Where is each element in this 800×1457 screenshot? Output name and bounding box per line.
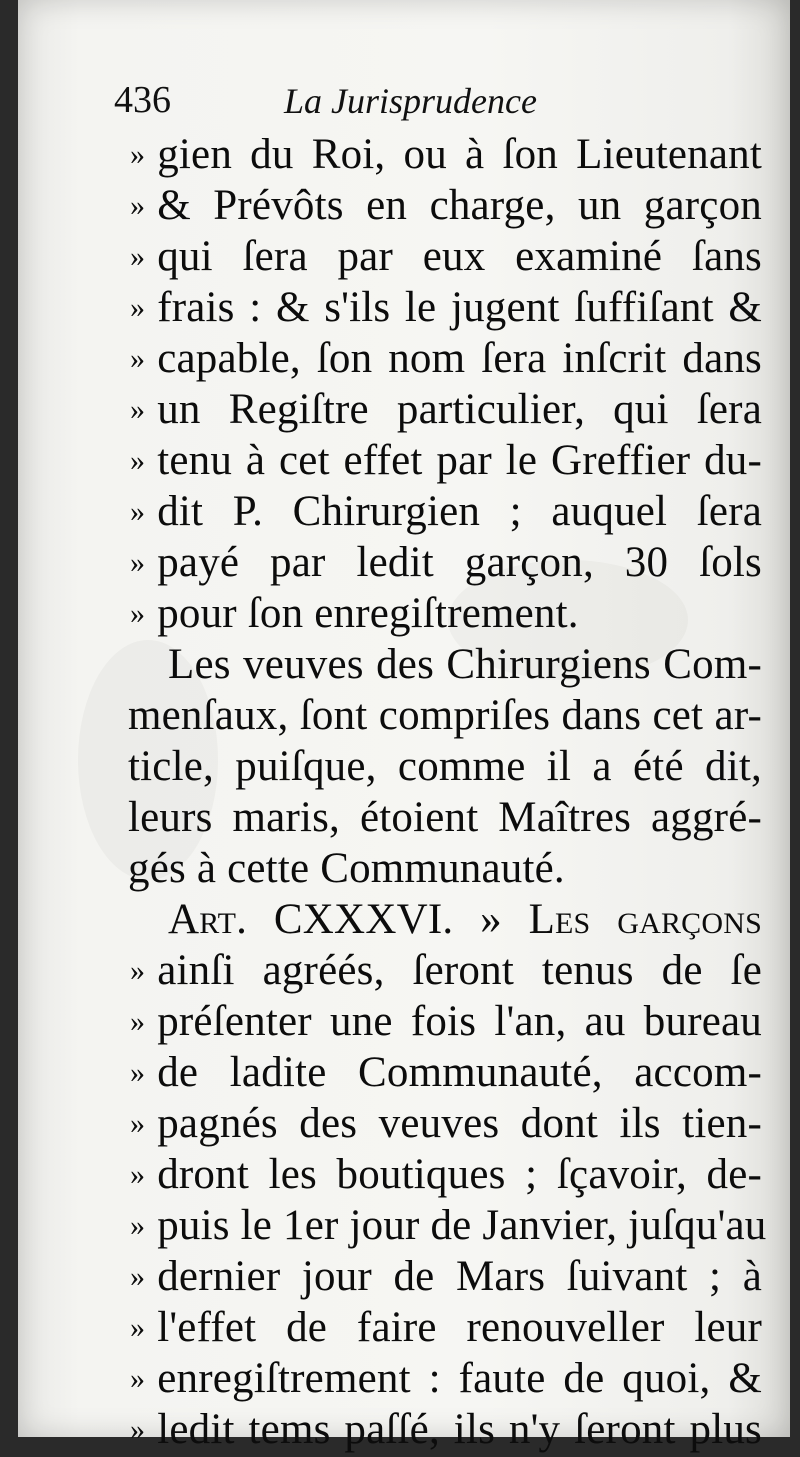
page-number: 436 [114, 79, 171, 121]
paragraph-line: menſaux, ſont compriſes dans cet ar- [128, 692, 762, 739]
text-line: » un Regiſtre particulier, qui ſera [130, 386, 762, 433]
text-line: » frais : & s'ils le jugent ſuffiſant & [130, 284, 762, 331]
text-line: » dront les boutiques ; ſçavoir, de- [130, 1151, 762, 1198]
text-line: » dit P. Chirurgien ; auquel ſera [130, 488, 762, 535]
paragraph-line: gés à cette Communauté. [128, 845, 565, 892]
page-header [114, 78, 674, 132]
book-page [18, 0, 790, 1453]
text-line: » pagnés des veuves dont ils tien- [130, 1100, 762, 1147]
text-line: » puis le 1er jour de Janvier, juſqu'au [130, 1202, 767, 1249]
text-line: » qui ſera par eux examiné ſans [130, 233, 762, 280]
paragraph-line: leurs maris, étoient Maîtres aggré- [128, 794, 762, 841]
paragraph-line: ticle, puiſque, comme il a été dit, [128, 743, 762, 790]
text-line: » & Prévôts en charge, un garçon [130, 182, 762, 229]
text-line: » ledit tems paſſé, ils n'y ſeront plus [130, 1406, 762, 1453]
text-line: » gien du Roi, ou à ſon Lieutenant [130, 131, 762, 178]
text-line: » tenu à cet effet par le Greffier du- [130, 437, 762, 484]
text-line: » capable, ſon nom ſera inſcrit dans [130, 335, 762, 382]
text-line: » dernier jour de Mars ſuivant ; à [130, 1253, 762, 1300]
text-line: » préſenter une fois l'an, au bureau [130, 998, 762, 1045]
text-line: » pour ſon enregiſtrement. [130, 590, 579, 637]
text-line: » de ladite Communauté, accom- [130, 1049, 762, 1096]
text-line: » payé par ledit garçon, 30 ſols [130, 539, 762, 586]
article-heading-line: Art. CXXXVI. » Les garçons [168, 896, 762, 943]
paragraph-line: Les veuves des Chirurgiens Com- [168, 641, 762, 688]
text-line: » ainſi agréés, ſeront tenus de ſe [130, 947, 762, 994]
text-line: » enregiſtrement : faute de quoi, & [130, 1355, 762, 1402]
running-title: La Jurisprudence [284, 81, 537, 121]
text-line: » l'effet de faire renouveller leur [130, 1304, 762, 1351]
